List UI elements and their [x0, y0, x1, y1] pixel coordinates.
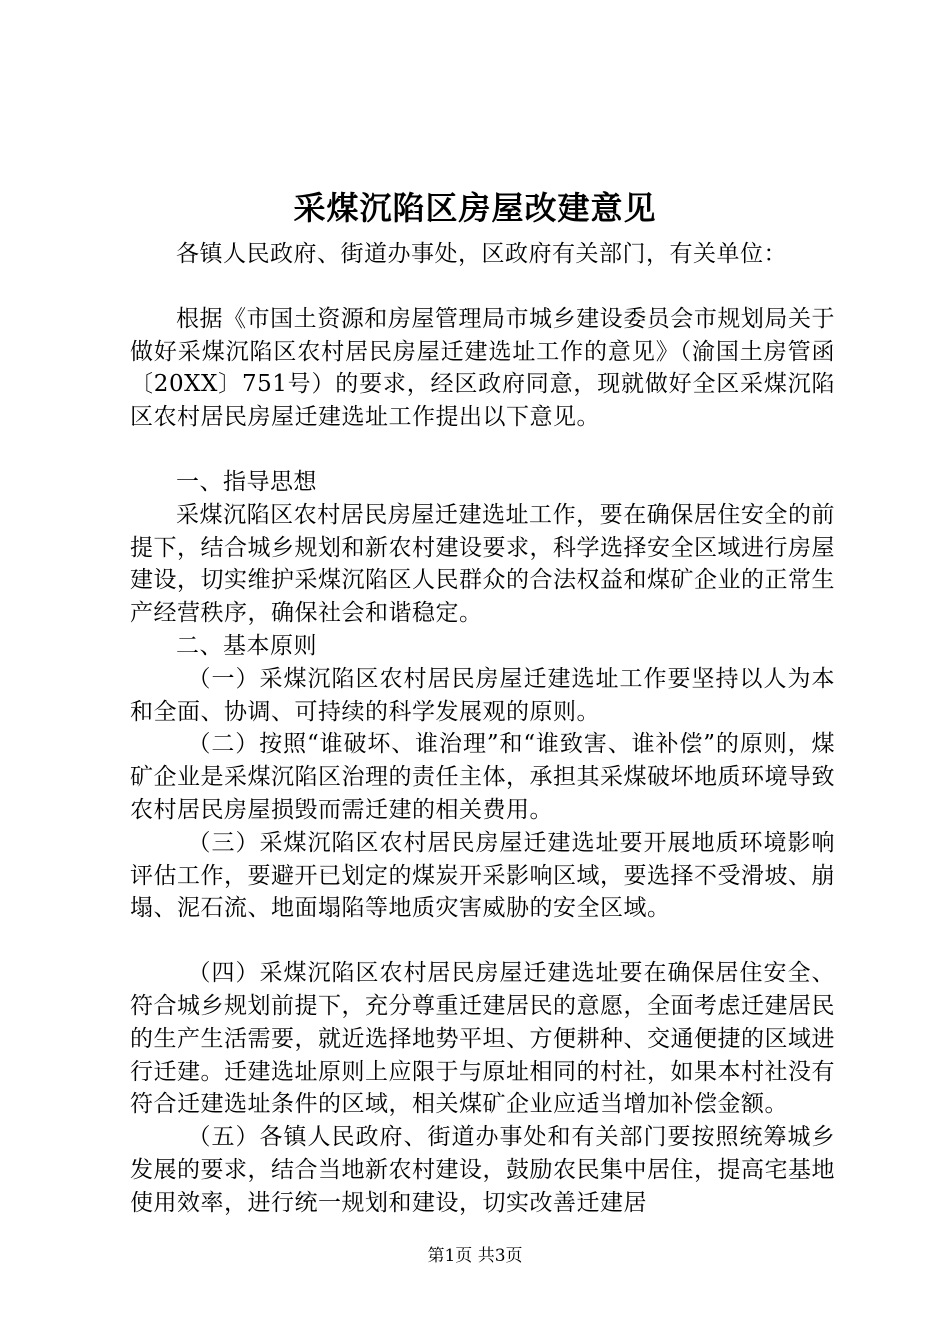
- salutation: 各镇人民政府、街道办事处，区政府有关部门，有关单位：: [176, 241, 787, 267]
- principle-item-4: （四）采煤沉陷区农村居民房屋迁建选址要在确保居住安全、符合城乡规划前提下，充分尊重迁建居民的意愿，全面考虑迁建居民的生产生活需要，就近选择地势平坦、方便耕种、交通便捷的区域进行迁建。迁建选址原则上应限于与原址相同的村社，如果本村社没有符合迁建选址条件的区域，相关煤矿企业应适当增加补偿金额。: [130, 960, 835, 1118]
- principle-item-3: （三）采煤沉陷区农村居民房屋迁建选址要开展地质环境影响评估工作，要避开已划定的煤炭开采影响区域，要选择不受滑坡、崩塌、泥石流、地面塌陷等地质灾害威胁的安全区域。: [130, 829, 835, 922]
- paragraph-preamble: 根据《市国土资源和房屋管理局市城乡建设委员会市规划局关于做好采煤沉陷区农村居民房屋迁建选址工作的意见》（渝国土房管函〔20XX〕751号）的要求，经区政府同意，现就做好全区采煤沉陷区农村居民房屋迁建选址工作提出以下意见。: [130, 305, 835, 431]
- paragraph-guiding-ideology: 采煤沉陷区农村居民房屋迁建选址工作，要在确保居住安全的前提下，结合城乡规划和新农村建设要求，科学选择安全区域进行房屋建设，切实维护采煤沉陷区人民群众的合法权益和煤矿企业的正常生产经营秩序，确保社会和谐稳定。: [130, 501, 835, 627]
- principle-item-1: （一）采煤沉陷区农村居民房屋迁建选址工作要坚持以人为本和全面、协调、可持续的科学发展观的原则。: [130, 665, 835, 725]
- principle-item-5: （五）各镇人民政府、街道办事处和有关部门要按照统筹城乡发展的要求，结合当地新农村建设，鼓励农民集中居住，提高宅基地使用效率，进行统一规划和建设，切实改善迁建居: [130, 1124, 835, 1216]
- section-heading-basic-principles: 二、基本原则: [176, 632, 317, 659]
- document-body: [130, 238, 835, 1220]
- principle-item-2: （二）按照“谁破坏、谁治理”和“谁致害、谁补偿”的原则，煤矿企业是采煤沉陷区治理的责任主体，承担其采煤破坏地质环境导致农村居民房屋损毁而需迁建的相关费用。: [130, 731, 835, 823]
- page-footer: 第1页 共3页: [427, 1246, 523, 1266]
- section-heading-guiding-ideology: 一、指导思想: [176, 468, 317, 495]
- document-title: 采煤沉陷区房屋改建意见: [293, 189, 657, 227]
